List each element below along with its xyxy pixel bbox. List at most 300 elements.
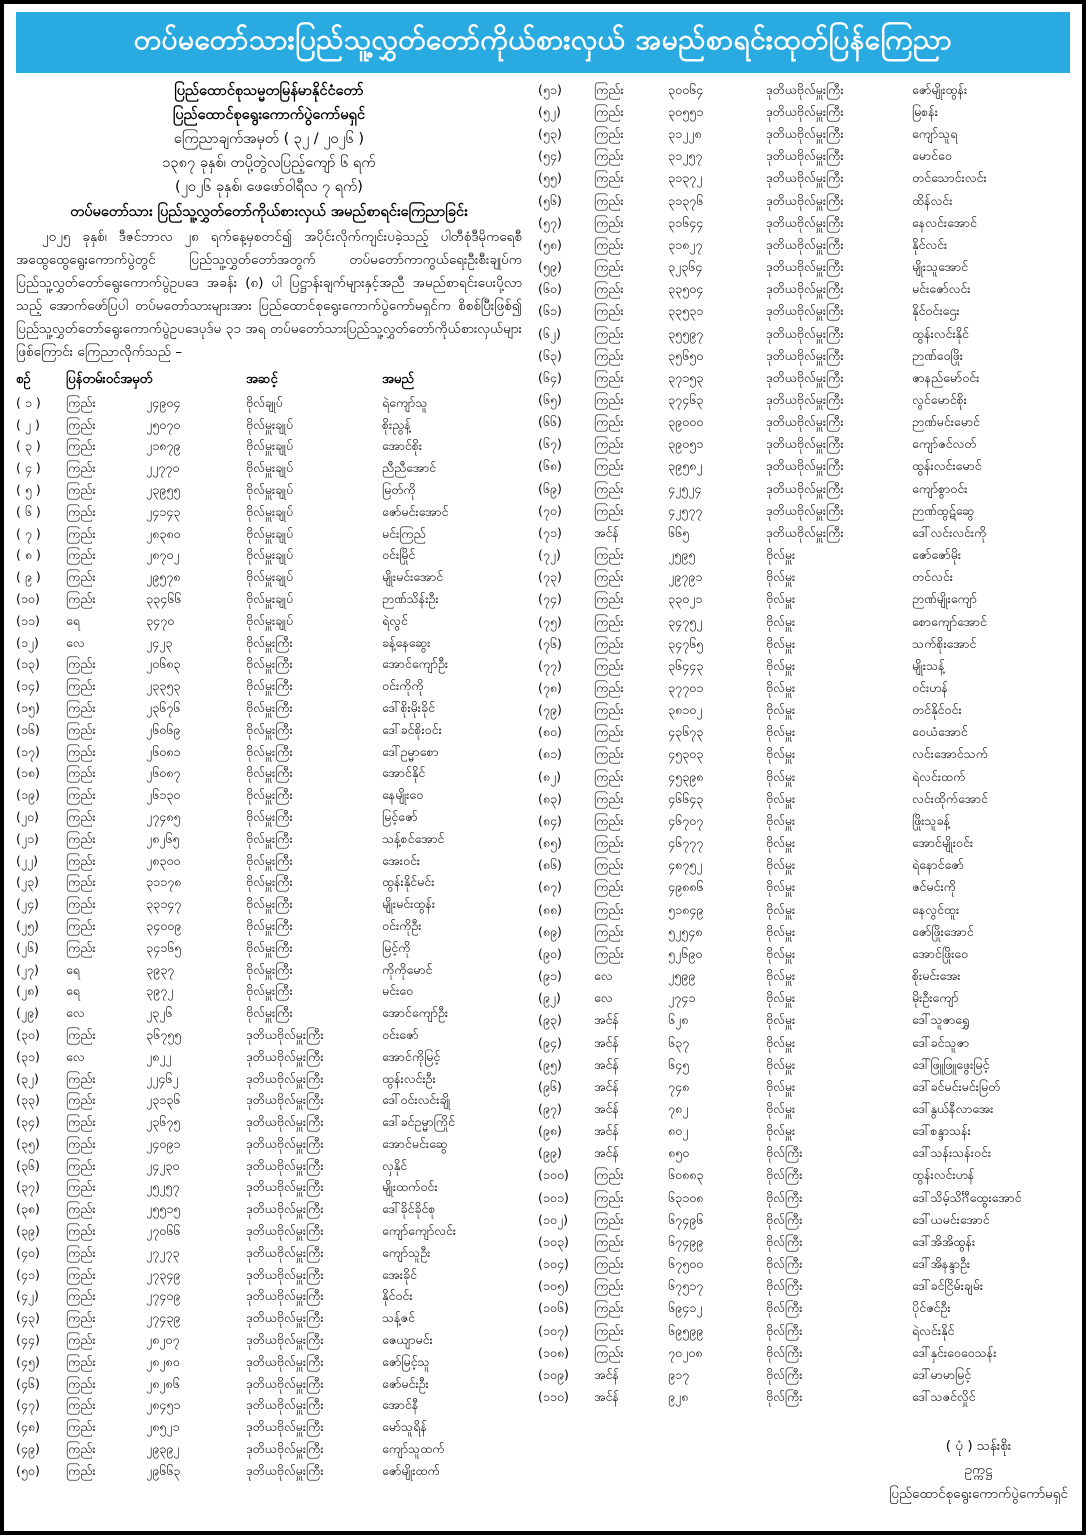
row-rank: ဗိုလ်မှူး (766, 1034, 796, 1050)
row-name: သန့်ဇင် (382, 1310, 415, 1326)
row-number: ၄၅၃၉၈ (668, 768, 704, 784)
row-rank: ဒုတိယဗိုလ်မှူးကြီး (766, 502, 844, 518)
row-serial: (၁၀၆) (538, 1300, 569, 1316)
row-number: ၂၇၃၄၉ (146, 1266, 181, 1282)
row-name: ဇေယျာမင်း (382, 1332, 433, 1348)
row-serial: (၂၇) (16, 961, 39, 977)
row-number: ၂၆၀၆၉ (146, 721, 181, 737)
row-rank: ဒုတိယဗိုလ်မှူးကြီး (766, 347, 844, 363)
row-name: စိုးမင်းအေး (912, 968, 961, 984)
table-row (538, 788, 1070, 810)
row-serial: (၄၀) (16, 1244, 40, 1260)
row-rank: ဗိုလ်မှူး (766, 613, 796, 629)
row-name: ဇော်မျိုးထက် (382, 1462, 440, 1478)
row-serial: (၁၁) (16, 612, 40, 628)
row-branch: ကြည်း (66, 1310, 96, 1326)
row-serial: (၉၉) (538, 1145, 562, 1161)
row-rank: ဗိုလ်မှူးကြီး (246, 874, 293, 890)
row-number: ၂၈၂၀၇ (146, 1332, 180, 1348)
row-number: ၂၉၇၉၁ (668, 569, 703, 585)
row-serial: (၉၂) (538, 990, 561, 1006)
paragraph-text: ၂၀၂၅ ခုနှစ်၊ ဒီဇင်ဘာလ ၂၈ ရက်နေ့မှစတင်၍ အပိုင်းလိုက်ကျင်းပခဲ့သည့် ပါတီစုံဒီမိုကရေစီ အထွေထွေရွေးကောက်ပွဲတွင် ပြည်သူ့လွှတ်တော်အတွက် တပ်မတော်ကာကွယ်ရေးဦးစီးချုပ်က ပြည်သူ့လွှတ်တော်ရွေးကောက်ပွဲဥပဒေ အခန်း (၈) ပါ ပြဋ္ဌာန်းချက်များနှင့်အညီ အမည်စာရင်းပေးပို့လာသည့် အောက်ဖော်ပြပါ တပ်မတော်သားများအား ပြည်ထောင်စုရွေးကောက်ပွဲကော်မရှင်က စိစစ်ပြီးဖြစ်၍ ပြည်သူ့လွှတ်တော်ရွေးကောက်ပွဲဥပဒေပုဒ်မ ၃၁ အရ တပ်မတော်သားပြည်သူ့လွှတ်တော်ကိုယ်စားလှယ်များဖြစ်ကြောင်း ကြေညာလိုက်သည် – (16, 228, 522, 360)
table-row (16, 1220, 522, 1242)
table-row (16, 1002, 522, 1024)
row-name: မင်းဇော်လင်း (912, 281, 971, 297)
row-number: ၃၈၁၀၂ (668, 702, 703, 718)
table-row (538, 1231, 1070, 1253)
row-branch: ကြည်း (594, 857, 624, 873)
row-name: ဖြိုးသူခန့် (912, 812, 951, 828)
row-branch: ကြည်း (66, 678, 96, 694)
row-name: ရဲကျော်သူ (382, 394, 428, 410)
row-serial: (၁၄) (16, 678, 40, 694)
table-row (16, 544, 522, 566)
row-branch: ကြည်း (594, 1189, 624, 1205)
row-name: သန့်စင်အောင် (382, 830, 445, 846)
row-number: ၆၇၅၀၀ (668, 1256, 704, 1272)
table-row (538, 123, 1070, 145)
signature-name: ( ပုံ ) သန်းစိုး (945, 1438, 1012, 1455)
row-serial: (၃၂) (16, 1070, 39, 1086)
row-number: ၄၆၇၀၇ (668, 812, 704, 828)
row-number: ၃၂၃၆၄ (668, 259, 703, 275)
row-branch: အင်န် (594, 1034, 619, 1050)
row-branch: ကြည်း (66, 765, 96, 781)
table-row (538, 1054, 1070, 1076)
row-branch: ကြည်း (594, 480, 624, 496)
row-rank: ဗိုလ်ကြီး (766, 1233, 803, 1249)
table-row (538, 1120, 1070, 1142)
row-serial: (၆၆) (538, 414, 562, 430)
signature-org: ပြည်ထောင်စုရွေးကောက်ပွဲကော်မရှင် (889, 1486, 1068, 1503)
row-serial: ( ၆ ) (16, 503, 41, 519)
row-branch: ရေ (66, 612, 80, 628)
row-branch: ကြည်း (66, 721, 96, 737)
row-rank: ဒုတိယဗိုလ်မှူးကြီး (766, 103, 844, 119)
row-serial: (၇၂) (538, 547, 561, 563)
row-rank: ဒုတိယဗိုလ်မှူးကြီး (766, 170, 844, 186)
row-branch: ကြည်း (66, 787, 96, 803)
table-row (538, 167, 1070, 189)
table-row (538, 212, 1070, 234)
row-rank: ဒုတိယဗိုလ်မှူးကြီး (246, 1223, 324, 1239)
row-rank: ဒုတိယဗိုလ်မှူးကြီး (246, 1048, 324, 1064)
row-number: ၃၁၃၇၂ (668, 170, 703, 186)
row-name: အေးခိုင် (382, 1266, 417, 1282)
row-name: စောကျော်အောင် (912, 613, 987, 629)
row-number: ၂၃၆၇၅ (146, 1114, 181, 1130)
row-number: ၃၄၇၀ (146, 612, 175, 628)
row-serial: (၃၉) (16, 1223, 40, 1239)
row-name: ညီညီအောင် (382, 460, 437, 476)
row-name: ဒေါ်နွယ်နီလာအေး (912, 1100, 994, 1116)
table-row (16, 1068, 522, 1090)
row-name: ပိုင်ဇင်ဦး (912, 1300, 951, 1316)
row-rank: ဗိုလ်မှူးကြီး (246, 983, 293, 999)
row-branch: အင်န် (594, 524, 619, 540)
row-branch: အင်န် (594, 1145, 619, 1161)
table-row (16, 1242, 522, 1264)
row-rank: ဗိုလ်မှူး (766, 790, 796, 806)
row-rank: ဗိုလ်ကြီး (766, 1322, 803, 1338)
row-serial: (၈၇) (538, 879, 562, 895)
row-name: ထွန်းလင်းဦး (382, 1070, 436, 1086)
row-rank: ဗိုလ်ကြီး (766, 1189, 803, 1205)
table-row (538, 256, 1070, 278)
row-serial: (၄၆) (16, 1375, 40, 1391)
row-serial: (၇၅) (538, 613, 562, 629)
row-serial: (၈၀) (538, 724, 562, 740)
row-branch: ကြည်း (594, 281, 624, 297)
row-branch: ကြည်း (594, 1211, 624, 1227)
row-number: ၃၁၈၂၇ (668, 236, 703, 252)
row-serial: (၃၇) (16, 1179, 40, 1195)
table-row (538, 367, 1070, 389)
row-serial: (၄၈) (16, 1419, 40, 1435)
row-branch: ကြည်း (66, 1288, 96, 1304)
row-branch: ကြည်း (594, 702, 624, 718)
row-serial: (၆၀) (538, 281, 562, 297)
row-number: ၆၃၇ (668, 1034, 690, 1050)
row-rank: ဗိုလ်မှူး (766, 635, 796, 651)
row-number: ၃၀၅၅၁ (668, 103, 704, 119)
row-name: ရဲလင်းနိုင် (912, 1322, 955, 1338)
row-number: ၂၃၉၅၅ (146, 481, 181, 497)
row-branch: ကြည်း (594, 170, 624, 186)
row-serial: ( ၇ ) (16, 525, 41, 541)
row-rank: ဒုတိယဗိုလ်မှူးကြီး (246, 1092, 324, 1108)
row-serial: (၂၁) (16, 830, 39, 846)
row-name: ဇော်ဇော်မိုး (912, 547, 962, 563)
row-number: ၂၅၉၅ (668, 547, 696, 563)
row-rank: ဗိုလ်မှူးချုပ် (246, 590, 294, 606)
row-rank: ဗိုလ်မှူး (766, 923, 796, 939)
row-name: နေလွင်ထူး (912, 901, 960, 917)
table-row (538, 1386, 1070, 1408)
row-name: လွင်မောင်စိုး (912, 391, 967, 407)
row-branch: ကြည်း (594, 1167, 624, 1183)
row-rank: ဒုတိယဗိုလ်မှူးကြီး (766, 148, 844, 164)
row-number: ၂၆၁၃၀ (146, 787, 181, 803)
row-rank: ဒုတိယဗိုလ်မှူးကြီး (766, 236, 844, 252)
table-row (538, 810, 1070, 832)
table-row (16, 392, 522, 414)
left-column (16, 79, 522, 1506)
row-name: မျိုးသူအောင် (912, 259, 969, 275)
row-rank: ဗိုလ်မှူးချုပ် (246, 416, 294, 432)
row-rank: ဒုတိယဗိုလ်မှူးကြီး (246, 1310, 324, 1326)
table-row (538, 655, 1070, 677)
table-rows-right (538, 79, 1070, 1408)
row-serial: (၆၅) (538, 391, 562, 407)
row-number: ၃၁၂၅၇ (668, 148, 703, 164)
table-row (538, 832, 1070, 854)
row-name: နိုင်လင်း (912, 236, 948, 252)
row-name: ဝေယံအောင် (912, 724, 968, 740)
row-serial: ( ၅ ) (16, 481, 41, 497)
row-serial: (၅၁) (538, 81, 562, 97)
row-name: ထွန်းလင်းနိုင် (912, 325, 969, 341)
row-rank: ဗိုလ်မှူး (766, 746, 796, 762)
row-number: ၆၃၁၀၈ (668, 1189, 704, 1205)
col-header-regno: ပြန်တမ်းဝင်အမှတ် (66, 371, 153, 387)
row-number: ၃၇၄၆၃ (668, 391, 704, 407)
row-branch: ကြည်း (66, 1201, 96, 1217)
row-serial: (၃၃) (16, 1092, 40, 1108)
row-number: ၆၀၈၈၃ (668, 1167, 704, 1183)
row-rank: ဒုတိယဗိုလ်မှူးကြီး (766, 281, 844, 297)
row-rank: ဗိုလ်မှူးကြီး (246, 743, 293, 759)
row-rank: ဒုတိယဗိုလ်မှူးကြီး (246, 1070, 324, 1086)
row-name: ဒေါ်သိမ့်သိင်္ဂီထွေးအောင် (912, 1189, 1022, 1205)
row-number: ၃၀၀၆၄ (668, 81, 704, 97)
row-serial: (၄၃) (16, 1310, 40, 1326)
row-branch: ကြည်း (66, 569, 96, 585)
row-name: ဒေါ်ခင်သူဇာ (912, 1034, 970, 1050)
row-number: ၂၄၂၃၀ (146, 1157, 180, 1173)
row-number: ၂၃၆၇၆ (146, 699, 181, 715)
row-serial: (၁၀၈) (538, 1344, 569, 1360)
table-row (538, 1164, 1070, 1186)
row-name: ဒေါ်လင်းလင်းကို (912, 524, 987, 540)
row-name: နေလင်းအောင် (912, 214, 977, 230)
table-row (538, 588, 1070, 610)
row-rank: ဗိုလ်မှူးချုပ် (246, 503, 294, 519)
row-branch: ကြည်း (594, 1233, 624, 1249)
row-rank: ဗိုလ်ကြီး (766, 1167, 803, 1183)
col-header-name: အမည် (382, 371, 414, 387)
table-row (16, 1133, 522, 1155)
row-rank: ဒုတိယဗိုလ်မှူးကြီး (766, 524, 844, 540)
row-name: ဒေါ်သူဇာရွှေ (912, 1012, 970, 1028)
row-number: ၃၃၅၃၁ (668, 303, 704, 319)
row-name: သက်စိုးအောင် (912, 635, 977, 651)
row-serial: (၅၈) (538, 236, 562, 252)
row-serial: (၂၈) (16, 983, 40, 999)
row-rank: ဗိုလ်မှူးချုပ် (246, 525, 294, 541)
row-number: ၅၂၅၄၈ (668, 923, 703, 939)
row-serial: (၈၈) (538, 901, 563, 917)
row-branch: ကြည်း (594, 635, 624, 651)
row-name: တင်သောင်းလင်း (912, 170, 987, 186)
row-rank: ဒုတိယဗိုလ်မှူးကြီး (246, 1201, 324, 1217)
row-number: ၉၂၈ (668, 1389, 689, 1405)
row-number: ၃၆၄၄၃ (668, 657, 704, 673)
row-serial: (၁၀၀) (538, 1167, 569, 1183)
row-branch: ကြည်း (66, 1353, 96, 1369)
row-serial: (၂၅) (16, 917, 39, 933)
row-serial: (၈၂) (538, 768, 562, 784)
row-branch: ကြည်း (594, 613, 624, 629)
row-name: လှနိုင် (382, 1157, 408, 1173)
table-row (538, 965, 1070, 987)
row-number: ၂၉၃၉၂ (146, 1441, 180, 1457)
row-serial: (၆၁) (538, 303, 562, 319)
row-rank: ဗိုလ်မှူးကြီး (246, 787, 293, 803)
row-branch: ကြည်း (594, 724, 624, 740)
row-branch: ကြည်း (594, 369, 624, 385)
row-serial: (၆၉) (538, 480, 562, 496)
row-number: ၂၇၂၇၃ (146, 1244, 180, 1260)
table-row (16, 610, 522, 632)
table-row (538, 1032, 1070, 1054)
commission-name-line: ပြည်ထောင်စုရွေးကောက်ပွဲကော်မရှင် (172, 106, 366, 123)
row-name: ကိုကိုမောင် (382, 961, 433, 977)
table-row (538, 743, 1070, 765)
row-number: ၆၄၅ (668, 1056, 690, 1072)
table-row (16, 632, 522, 654)
row-branch: ကြည်း (594, 1278, 624, 1294)
row-name: ဒေါ်ဖြူဖြူဖွေးမြင့် (912, 1056, 990, 1072)
row-branch: ကြည်း (66, 525, 96, 541)
row-rank: ဗိုလ်မှူး (766, 857, 796, 873)
table-row (16, 588, 522, 610)
row-branch: ကြည်း (66, 1244, 96, 1260)
row-name: ဒေါ်နှင်းဝေဝေသန်း (912, 1344, 997, 1360)
row-serial: (၈၁) (538, 746, 562, 762)
table-row (538, 1364, 1070, 1386)
row-name: ကျော်သူထက် (382, 1441, 445, 1457)
table-row (16, 414, 522, 436)
row-number: ၂၄၀၉၁ (146, 1135, 181, 1151)
row-name: ကျော်ကျော်လင်း (382, 1223, 457, 1239)
signature-block (889, 1434, 1068, 1506)
table-row (16, 1155, 522, 1177)
table-row (538, 1253, 1070, 1275)
row-branch: ကြည်း (66, 1419, 96, 1435)
row-name: ဉာဏ်မျိုးကျော် (912, 591, 977, 607)
row-serial: (၇၉) (538, 702, 562, 718)
table-row (16, 697, 522, 719)
state-name-line: ပြည်ထောင်စုသမ္မတမြန်မာနိုင်ငံတော် (174, 82, 364, 99)
row-branch: ကြည်း (594, 768, 624, 784)
row-name: တင်လင်း (912, 569, 953, 585)
row-rank: ဗိုလ်မှူးကြီး (246, 808, 293, 824)
row-number: ၂၂၄၆၂ (146, 1070, 179, 1086)
row-serial: (၁၀၉) (538, 1366, 569, 1382)
row-name: ဒေါ်ဥမ္မာစော (382, 743, 439, 759)
row-number: ၄၂၅၇၇ (668, 502, 703, 518)
table-row (16, 1176, 522, 1198)
row-rank: ဒုတိယဗိုလ်မှူးကြီး (766, 303, 844, 319)
row-name: မိုးဦးကျော် (912, 990, 959, 1006)
row-number: ၂၀၆၈၃ (146, 656, 181, 672)
table-row (16, 871, 522, 893)
row-rank: ဗိုလ်မှူးချုပ် (246, 460, 294, 476)
row-name: ဝင်းဟန် (912, 680, 948, 696)
row-name: မျိုးမင်းထွန်း (382, 896, 436, 912)
row-serial: (၇၈) (538, 680, 562, 696)
row-number: ၆၇၅၁၇ (668, 1278, 704, 1294)
row-branch: ကြည်း (66, 699, 96, 715)
row-branch: လေ (594, 968, 613, 984)
table-row (16, 850, 522, 872)
row-name: မျိုးထက်ဝင်း (382, 1179, 438, 1195)
gregorian-date-line: (၂၀၂၆ ခုနှစ်၊ ဖေဖော်ဝါရီလ ၇ ရက်) (175, 178, 363, 195)
row-number: ၃၁၆၄၄ (668, 214, 704, 230)
row-number: ၂၈၃၈၀ (146, 525, 181, 541)
row-serial: (၅၃) (538, 126, 562, 142)
row-number: ၃၉၅၈၂ (668, 458, 703, 474)
row-number: ၂၄၉၀၄ (146, 394, 181, 410)
row-name: ဒေါ်ခင်ဥမ္မာကြိုင် (382, 1114, 455, 1130)
row-branch: ကြည်း (594, 303, 624, 319)
right-column (538, 79, 1070, 1506)
row-serial: (၆၄) (538, 369, 562, 385)
row-serial: (၃၄) (16, 1114, 40, 1130)
row-name: ရဲလင်းထက် (912, 768, 966, 784)
row-number: ၂၈၇၀၂ (146, 547, 180, 563)
row-rank: ဗိုလ်မှူး (766, 1100, 796, 1116)
row-name: အောင်မျိုးဝင်း (912, 835, 974, 851)
table-row (16, 806, 522, 828)
table-row (538, 1076, 1070, 1098)
row-name: အောင်ကိုမြင့် (382, 1048, 441, 1064)
row-branch: ကြည်း (594, 945, 624, 961)
row-name: နေမျိုးဝေ (382, 787, 424, 803)
row-rank: ဒုတိယဗိုလ်မှူးကြီး (766, 436, 844, 452)
row-branch: ကြည်း (594, 569, 624, 585)
row-number: ၂၈၃၀၀ (146, 852, 181, 868)
row-branch: ကြည်း (66, 503, 96, 519)
row-serial: (၁၂) (16, 634, 39, 650)
row-serial: (၇၆) (538, 635, 562, 651)
row-number: ၂၅၀၇၀ (146, 416, 181, 432)
row-number: ၂၂၇၇၀ (146, 460, 180, 476)
row-name: မြင့်ဇော် (382, 808, 418, 824)
row-rank: ဗိုလ်ကြီး (766, 1145, 803, 1161)
row-serial: (၉၄) (538, 1034, 562, 1050)
row-serial: (၄၄) (16, 1332, 40, 1348)
table-row (16, 1111, 522, 1133)
row-number: ၂၇၀၆၆ (146, 1223, 181, 1239)
row-serial: (၅၇) (538, 214, 562, 230)
row-name: ဒေါ်ခိုင်ခိုင်စု (382, 1201, 436, 1217)
row-number: ၇၀၂၀၈ (668, 1344, 703, 1360)
row-branch: ကြည်း (66, 1375, 96, 1391)
row-number: ၆၉၄၁၂ (668, 1300, 703, 1316)
row-serial: ( ၁ ) (16, 394, 41, 410)
table-row (538, 433, 1070, 455)
row-branch: ကြည်း (594, 436, 624, 452)
table-row (538, 522, 1070, 544)
row-serial: (၂၆) (16, 939, 39, 955)
row-rank: ဒုတိယဗိုလ်မှူးကြီး (766, 192, 844, 208)
row-rank: ဗိုလ်မှူး (766, 1123, 796, 1139)
table-row (16, 1460, 522, 1482)
table-row (16, 1351, 522, 1373)
row-branch: ကြည်း (66, 743, 96, 759)
row-branch: ကြည်း (66, 394, 96, 410)
row-serial: (၉၆) (538, 1078, 562, 1094)
row-serial: (၁၀၅) (538, 1278, 569, 1294)
row-rank: ဒုတိယဗိုလ်မှူးကြီး (766, 325, 844, 341)
table-row (538, 876, 1070, 898)
row-branch: ကြည်း (594, 790, 624, 806)
row-name: အောင်နီ (382, 1397, 419, 1413)
row-serial: (၉၅) (538, 1056, 562, 1072)
table-row (538, 300, 1070, 322)
table-row (538, 411, 1070, 433)
row-branch: ကြည်း (66, 547, 96, 563)
row-number: ၂၉၅၇၈ (146, 569, 181, 585)
table-row (16, 1024, 522, 1046)
row-serial: (၅၆) (538, 192, 562, 208)
row-number: ၂၈၂၈၀ (146, 1353, 180, 1369)
row-branch: ကြည်း (66, 830, 96, 846)
row-number: ၃၆၇၅၅ (146, 1026, 182, 1042)
row-number: ၅၂၆၉၀ (668, 945, 703, 961)
